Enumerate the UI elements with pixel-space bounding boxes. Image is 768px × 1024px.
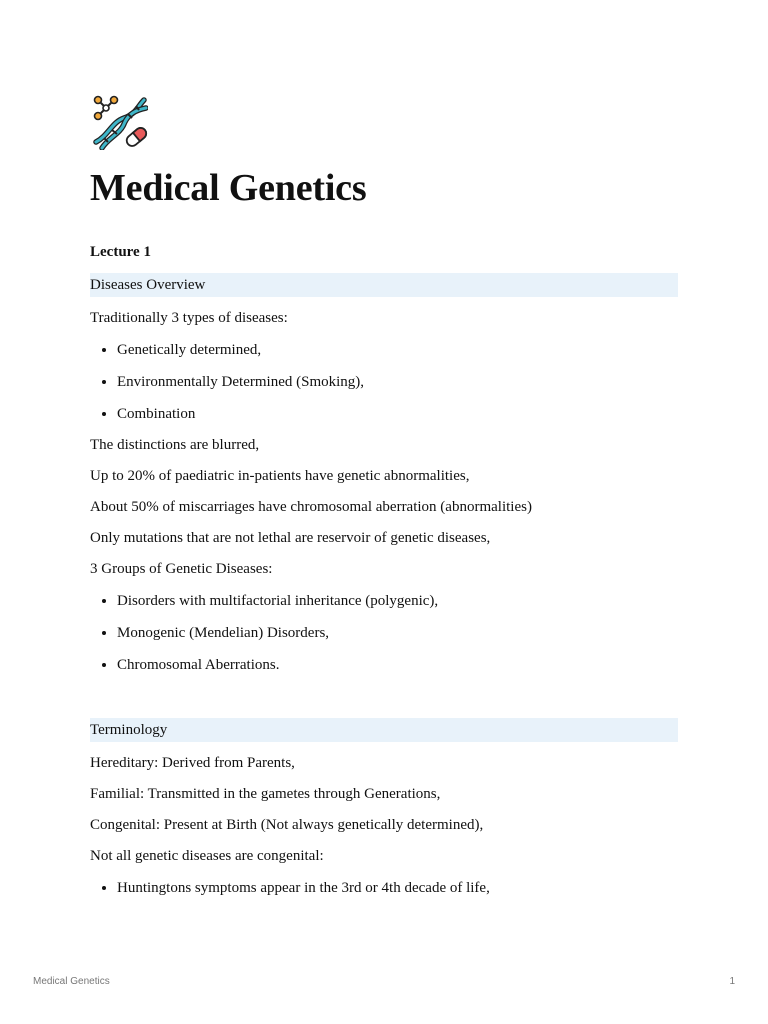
lecture-label: Lecture 1 [90, 244, 151, 260]
footer-doc-title: Medical Genetics [33, 976, 110, 987]
page-title: Medical Genetics [90, 167, 367, 209]
section-heading-terminology: Terminology [90, 718, 678, 742]
paragraph: Congenital: Present at Birth (Not always genetically determined), [90, 817, 484, 833]
paragraph: Not all genetic diseases are congenital: [90, 848, 324, 864]
paragraph: About 50% of miscarriages have chromosomal aberration (abnormalities) [90, 499, 532, 515]
paragraph: 3 Groups of Genetic Diseases: [90, 561, 273, 577]
genetic-disease-groups-list [90, 591, 678, 675]
list-item: • Huntingtons symptoms appear in the 3rd or 4th decade of life, [117, 878, 678, 898]
list-item: • Monogenic (Mendelian) Disorders, [117, 623, 678, 643]
list-item: • Genetically determined, [117, 340, 678, 360]
list-item: • Chromosomal Aberrations. [117, 655, 678, 675]
paragraph: Familial: Transmitted in the gametes through Generations, [90, 786, 441, 802]
document-page [90, 92, 678, 898]
list-item: • Disorders with multifactorial inheritance (polygenic), [117, 591, 678, 611]
list-item: • Environmentally Determined (Smoking), [117, 372, 678, 392]
disease-types-list [90, 340, 678, 424]
footer-page-number: 1 [729, 976, 735, 987]
dna-pills-icon [90, 92, 148, 150]
list-item: • Combination [117, 404, 678, 424]
section-heading-diseases-overview: Diseases Overview [90, 273, 678, 297]
paragraph: Hereditary: Derived from Parents, [90, 755, 295, 771]
terminology-list [90, 878, 678, 898]
paragraph: Up to 20% of paediatric in-patients have genetic abnormalities, [90, 468, 470, 484]
paragraph: Only mutations that are not lethal are reservoir of genetic diseases, [90, 530, 491, 546]
section-intro: Traditionally 3 types of diseases: [90, 310, 288, 326]
paragraph: The distinctions are blurred, [90, 437, 260, 453]
